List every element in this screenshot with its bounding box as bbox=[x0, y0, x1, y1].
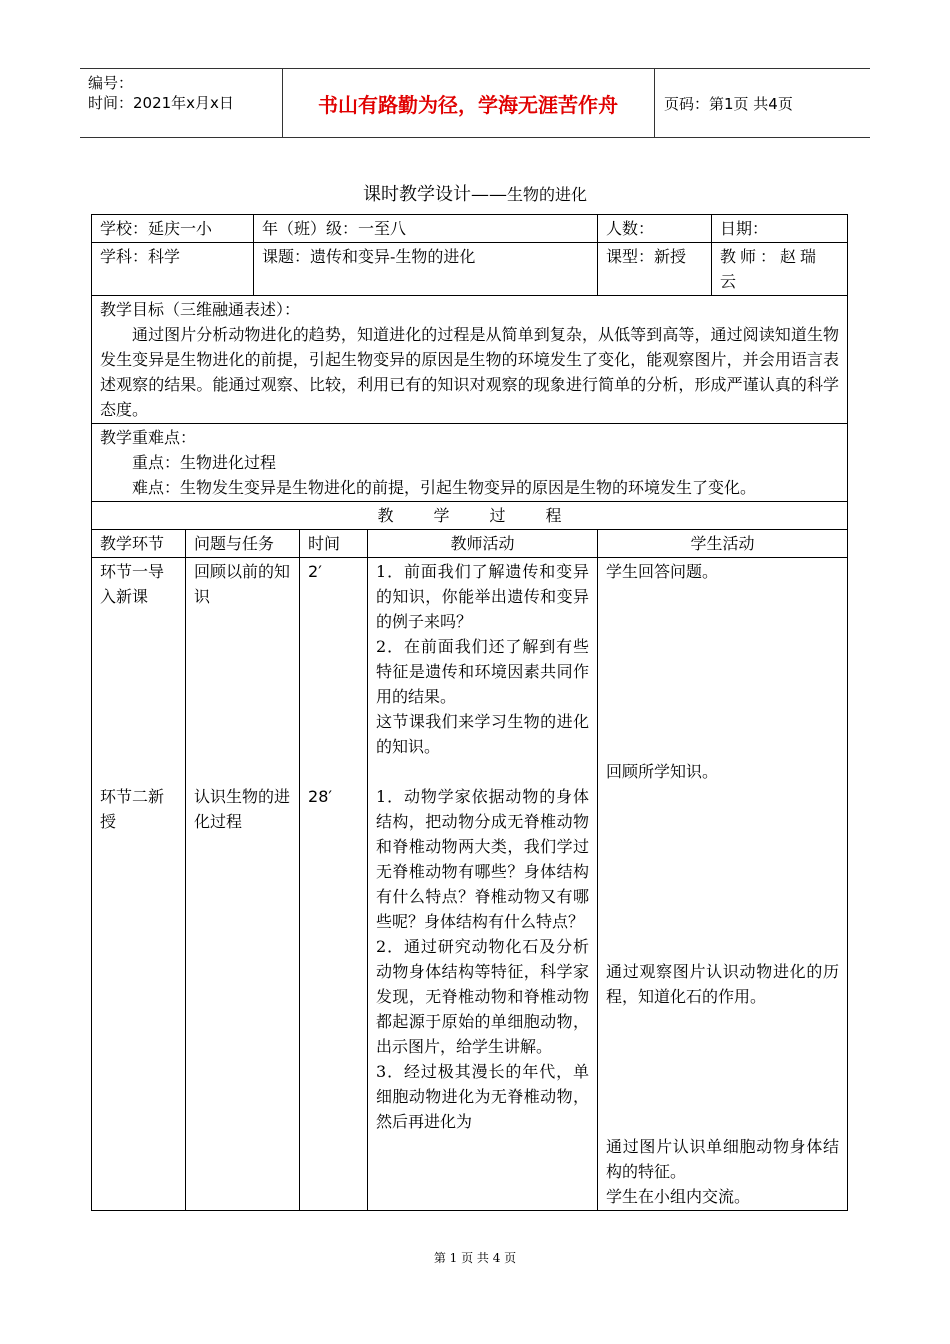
document-title bbox=[0, 180, 950, 206]
student-activity: 回顾所学知识。 bbox=[606, 762, 719, 781]
difficulty-hard: 难点：生物发生变异是生物进化的前提，引起生物变异的原因是生物的环境发生了变化。 bbox=[132, 478, 757, 497]
stage-text: 环节一导入新课 bbox=[100, 562, 165, 606]
header-divider bbox=[654, 69, 655, 137]
school-cell: 学校：延庆一小 bbox=[92, 215, 254, 243]
goals-label: 教学目标（三维融通表述）： bbox=[100, 300, 301, 319]
column-header: 问题与任务 bbox=[186, 530, 300, 558]
process-row bbox=[92, 558, 848, 1211]
process-heading-row bbox=[92, 502, 848, 530]
column-header: 教学环节 bbox=[92, 530, 186, 558]
difficulty-key: 重点：生物进化过程 bbox=[132, 453, 277, 472]
header-motto: 书山有路勤为径，学海无涯苦作舟 bbox=[318, 92, 618, 117]
process-column-headers bbox=[92, 530, 848, 558]
topic-cell: 课题：遗传和变异-生物的进化 bbox=[254, 243, 598, 296]
column-header: 教师活动 bbox=[368, 530, 598, 558]
stage-cell bbox=[92, 558, 186, 1211]
info-row bbox=[92, 215, 848, 243]
type-cell: 课型：新授 bbox=[598, 243, 712, 296]
date-cell: 日期： bbox=[712, 215, 848, 243]
stage-text: 环节二新授 bbox=[100, 787, 165, 831]
title-sub: 生物的进化 bbox=[506, 185, 587, 204]
teacher-activity: 1．动物学家依据动物的身体结构，把动物分成无脊椎动物和脊椎动物两大类，我们学过无脊椎动物有哪些？身体结构有什么特点？脊椎动物又有哪些呢？身体结构有什么特点？ bbox=[376, 787, 590, 931]
student-activity: 通过观察图片认识动物进化的历程，知道化石的作用。 bbox=[606, 962, 840, 1006]
column-header: 时间 bbox=[300, 530, 368, 558]
teacher-activity: 2．通过研究动物化石及分析动物身体结构等特征，科学家发现，无脊椎动物和脊椎动物都起源于原始的单细胞动物，出示图片，给学生讲解。 bbox=[376, 937, 590, 1056]
time-cell bbox=[300, 558, 368, 1211]
student-activity-cell bbox=[598, 558, 848, 1211]
student-activity: 通过图片认识单细胞动物身体结构的特征。 bbox=[606, 1137, 840, 1181]
teacher-activity-cell bbox=[368, 558, 598, 1211]
task-cell bbox=[186, 558, 300, 1211]
task-text: 认识生物的进化过程 bbox=[194, 787, 291, 831]
teacher-cell: 教师：赵瑞云 bbox=[712, 243, 848, 296]
student-activity: 学生在小组内交流。 bbox=[606, 1187, 751, 1206]
teacher-activity: 3．经过极其漫长的年代，单细胞动物进化为无脊椎动物，然后再进化为 bbox=[376, 1062, 590, 1131]
goals-text: 通过图片分析动物进化的趋势，知道进化的过程是从简单到复杂，从低等到高等，通过阅读知道生物发生变异是生物进化的前提，引起生物变异的原因是生物的环境发生了变化，能观察图片，并会用语言表述观察的结果。能通过观察、比较，利用已有的知识对观察的现象进行简单的分析，形成严谨认真的科学态度。 bbox=[100, 325, 840, 419]
difficulty-label: 教学重难点： bbox=[100, 428, 197, 447]
time-text: 28′ bbox=[308, 787, 333, 806]
page-footer: 第 1 页 共 4 页 bbox=[433, 1251, 517, 1265]
number-label: 编号： bbox=[88, 74, 134, 92]
lesson-plan-table bbox=[91, 214, 848, 1211]
header-page-code: 页码：第1页 共4页 bbox=[664, 94, 793, 113]
time-text: 2′ bbox=[308, 562, 322, 581]
teacher-activity: 这节课我们来学习生物的进化的知识。 bbox=[376, 712, 590, 756]
teacher-activity: 1．前面我们了解遗传和变异的知识，你能举出遗传和变异的例子来吗？ bbox=[376, 562, 590, 631]
teacher-activity: 2．在前面我们还了解到有些特征是遗传和环境因素共同作用的结果。 bbox=[376, 637, 590, 706]
page-header bbox=[80, 68, 870, 138]
title-main: 课时教学设计—— bbox=[362, 184, 507, 205]
header-meta bbox=[88, 73, 234, 113]
student-activity: 学生回答问题。 bbox=[606, 562, 719, 581]
task-text: 回顾以前的知识 bbox=[194, 562, 291, 606]
column-header: 学生活动 bbox=[598, 530, 848, 558]
difficulty-row bbox=[92, 424, 848, 502]
subject-cell: 学科：科学 bbox=[92, 243, 254, 296]
goals-row bbox=[92, 296, 848, 424]
time-label: 时间：2021年x月x日 bbox=[88, 94, 234, 112]
process-heading: 教学过程 bbox=[377, 506, 602, 525]
info-row bbox=[92, 243, 848, 296]
grade-cell: 年（班）级：一至八 bbox=[254, 215, 598, 243]
count-cell: 人数： bbox=[598, 215, 712, 243]
